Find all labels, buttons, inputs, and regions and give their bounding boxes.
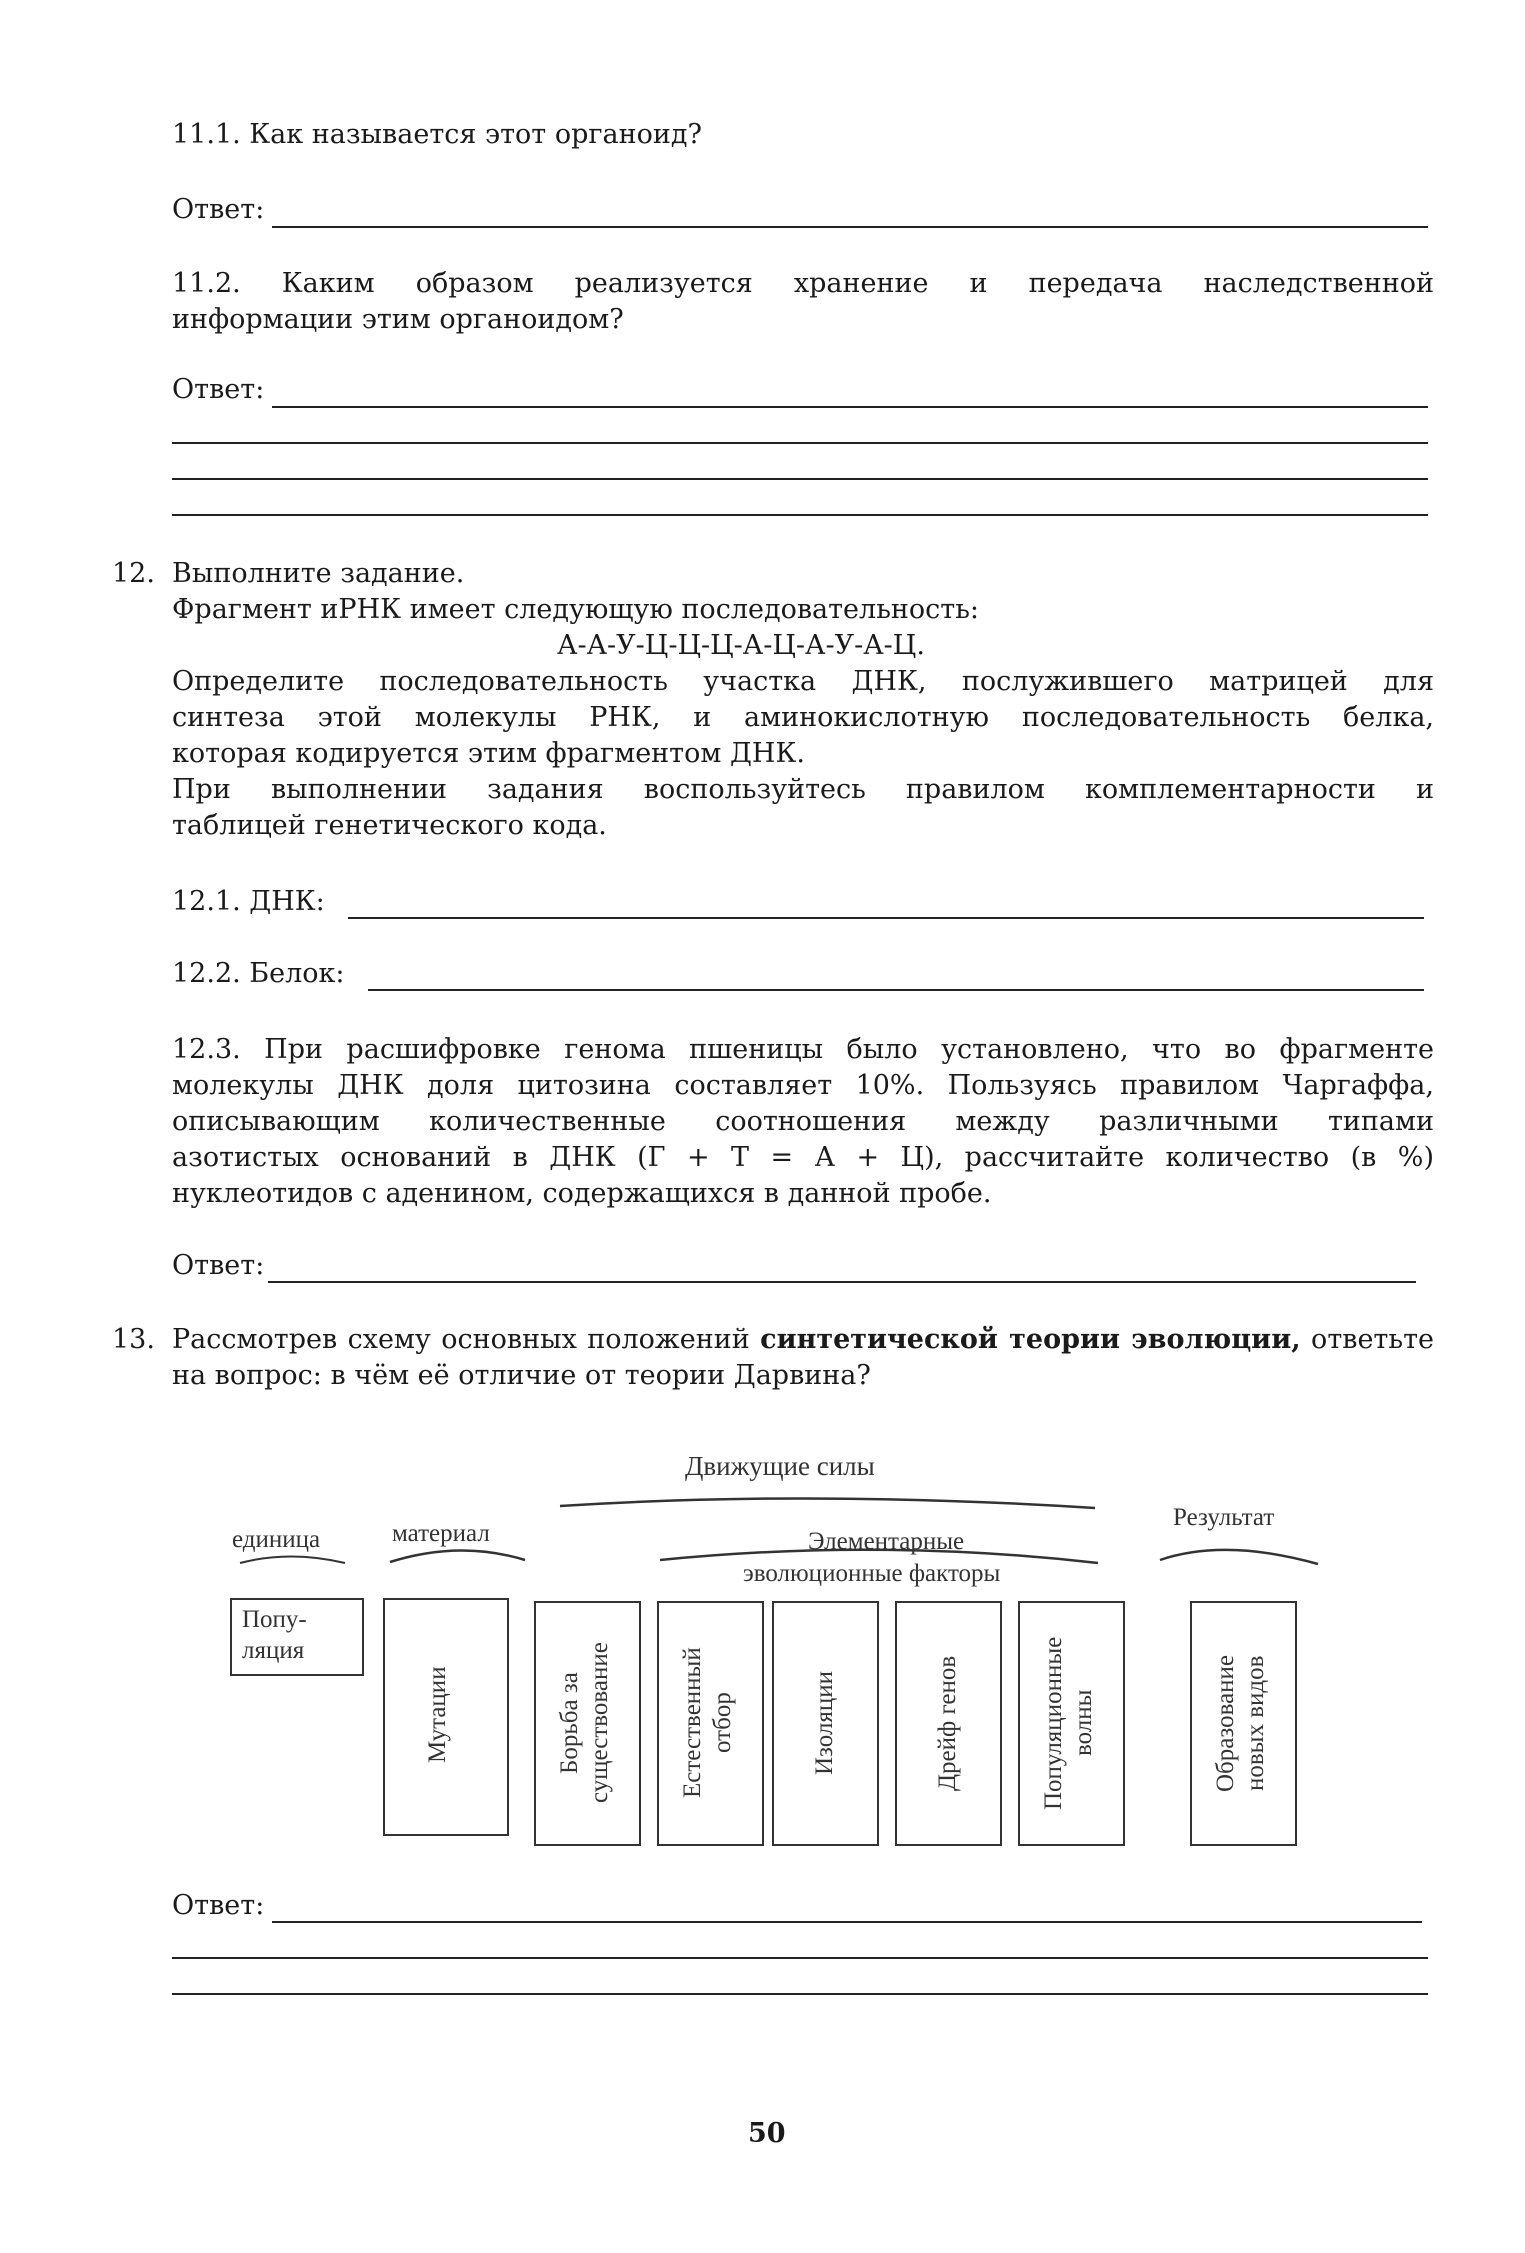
answer-label-11-1: Ответ: [172, 194, 265, 225]
speciation-box: Образование новых видов [1190, 1601, 1297, 1846]
result-label: Результат [1173, 1504, 1275, 1531]
factors-label-2: эволюционные факторы [743, 1560, 1001, 1587]
unit-label: единица [232, 1526, 321, 1553]
answer-label-13: Ответ: [172, 1890, 265, 1921]
dna-label: 12.1. ДНК: [172, 886, 325, 917]
factors-label-1: Элементарные [808, 1528, 965, 1555]
mutations-box: Мутации [383, 1598, 509, 1836]
question-13: Рассмотрев схему основных положений синтетической теории эволюции, ответьте на вопрос: в чём её отличие от теории Дарвина? [172, 1324, 1434, 1391]
mrna-sequence: А-А-У-Ц-Ц-Ц-А-Ц-А-У-А-Ц. [557, 630, 925, 661]
answer-line[interactable] [172, 1957, 1428, 1959]
isolation-box: Изоляции [772, 1601, 879, 1846]
population-box: Попу- ляция [230, 1598, 364, 1676]
answer-line[interactable] [272, 1921, 1422, 1923]
answer-label-11-2: Ответ: [172, 374, 265, 405]
answer-line[interactable] [172, 1993, 1428, 1995]
question-11-1: 11.1. Как называется этот органоид? [172, 119, 702, 150]
question-number-13: 13. [112, 1324, 155, 1355]
material-label: материал [392, 1520, 490, 1547]
natural-selection-box: Естественный отбор [657, 1601, 764, 1846]
result-bracket [1160, 1550, 1318, 1564]
question-12-3: 12.3. При расшифровке генома пшеницы было установлено, что во фрагменте молекулы ДНК доля цитозина составляет 10%. Пользуясь правилом Чаргаффа, описывающим количественные соотношения между различными типами азотистых оснований в ДНК (Г + Т = А + Ц), рассчитайте количество (в %) нуклеотидов с аденином, содержащихся в данной пробе. [172, 1034, 1434, 1209]
question-number-12: 12. [112, 558, 155, 589]
gene-drift-box: Дрейф генов [895, 1601, 1002, 1846]
material-bracket [390, 1550, 525, 1562]
answer-label-12-3: Ответ: [172, 1250, 265, 1281]
protein-label: 12.2. Белок: [172, 958, 345, 989]
driving-forces-label: Движущие силы [685, 1451, 875, 1481]
driving-forces-bracket [560, 1498, 1095, 1508]
page-number: 50 [748, 2118, 786, 2149]
population-waves-box: Популяционные волны [1018, 1601, 1125, 1846]
question-12: Выполните задание. Фрагмент иРНК имеет следующую последовательность: А-А-У-Ц-Ц-Ц-А-Ц-А-У-А-Ц. Определите последовательность участка ДНК, послужившего матрицей для синтеза этой молекулы РНК, и аминокислотную последовательность белка, которая кодируется этим фрагментом ДНК. При выполнении задания воспользуйтесь правилом комплементарности и таблицей генетического кода. [172, 558, 1434, 841]
question-11-2: 11.2. Каким образом реализуется хранение и передача наследственной информации этим органоидом? [172, 268, 1434, 335]
struggle-box: Борьба за существование [534, 1601, 641, 1846]
